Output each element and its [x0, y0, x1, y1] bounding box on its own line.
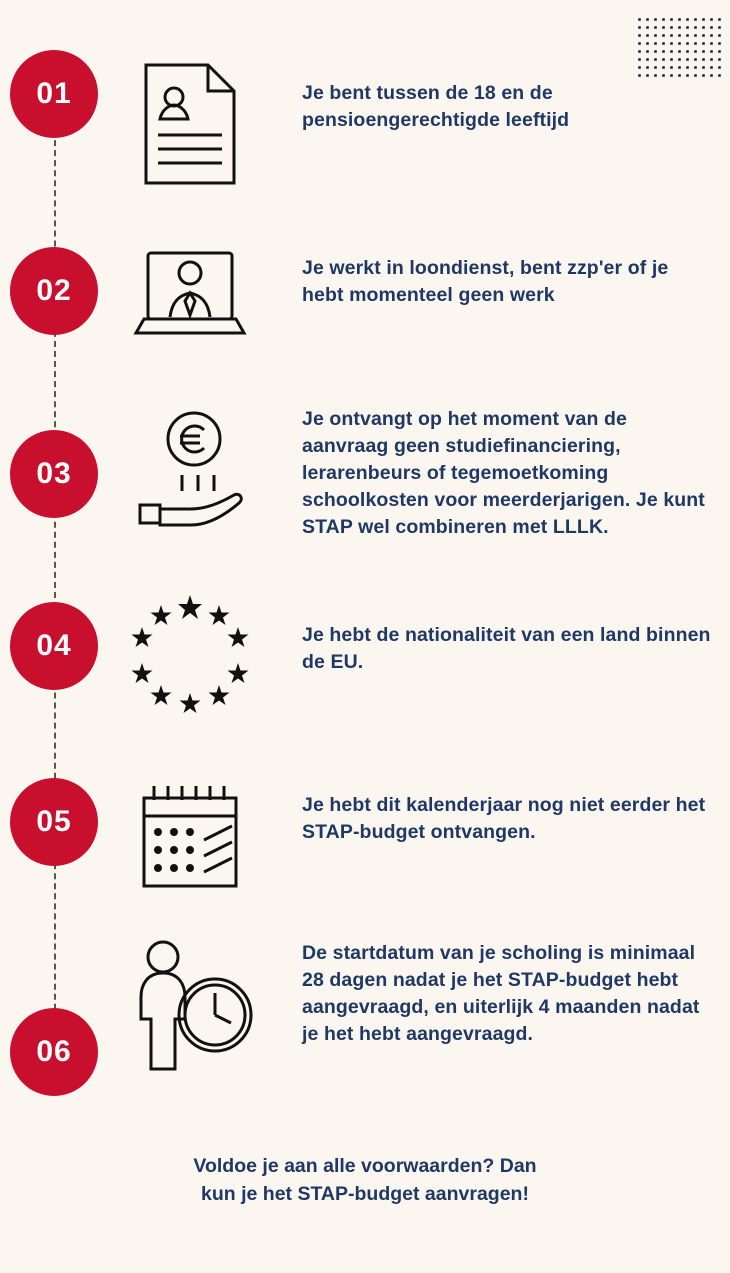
decorative-dot — [638, 18, 641, 21]
decorative-dot — [718, 26, 721, 29]
step-number-badge — [10, 430, 98, 518]
decorative-dot — [654, 18, 657, 21]
step-number-label: 05 — [36, 805, 72, 838]
decorative-dot — [686, 42, 689, 45]
decorative-dot — [662, 34, 665, 37]
step-icon — [120, 776, 260, 896]
step-number-label: 01 — [36, 77, 72, 110]
step-description: Je bent tussen de 18 en de pensioengerechtigde leeftijd — [302, 82, 570, 131]
step-description: Je werkt in loondienst, bent zzp'er of je hebt momenteel geen werk — [302, 257, 669, 306]
decorative-dot — [638, 42, 641, 45]
step-number-label: 03 — [36, 457, 72, 490]
decorative-dot — [694, 34, 697, 37]
step-item — [0, 930, 730, 1110]
decorative-dot — [702, 26, 705, 29]
step-item — [0, 245, 730, 405]
decorative-dot — [646, 34, 649, 37]
hand-euro-coin-icon — [132, 405, 248, 535]
decorative-dot — [686, 26, 689, 29]
decorative-dot — [702, 42, 705, 45]
decorative-dot — [646, 18, 649, 21]
step-number-badge — [10, 50, 98, 138]
decorative-dot — [662, 26, 665, 29]
decorative-dot — [678, 18, 681, 21]
decorative-dot — [710, 26, 713, 29]
footer-line-1: Voldoe je aan alle voorwaarden? Dan — [193, 1155, 537, 1177]
decorative-dot — [646, 26, 649, 29]
decorative-dot — [710, 42, 713, 45]
decorative-dot — [694, 26, 697, 29]
decorative-dot — [702, 18, 705, 21]
decorative-dot — [670, 26, 673, 29]
step-number-label: 06 — [36, 1035, 72, 1068]
step-description: Je ontvangt op het moment van de aanvraag geen studiefinanciering, lerarenbeurs of tegemoetkoming schoolkosten voor meerderjarigen. Je kunt STAP wel combineren met LLLK. — [302, 408, 705, 538]
step-number-badge — [10, 247, 98, 335]
step-item — [0, 770, 730, 930]
calendar-icon — [140, 782, 240, 890]
step-item — [0, 50, 730, 210]
decorative-dot — [686, 18, 689, 21]
document-person-icon — [142, 61, 238, 187]
step-icon — [120, 400, 260, 540]
step-number-label: 02 — [36, 274, 72, 307]
decorative-dot — [678, 34, 681, 37]
decorative-dot — [670, 34, 673, 37]
step-icon — [120, 245, 260, 355]
decorative-dot — [670, 18, 673, 21]
step-number-badge — [10, 602, 98, 690]
step-icon — [120, 590, 260, 720]
decorative-dot — [718, 34, 721, 37]
step-number-label: 04 — [36, 629, 72, 662]
decorative-dot — [710, 34, 713, 37]
decorative-dot — [702, 34, 705, 37]
decorative-dot — [638, 26, 641, 29]
decorative-dot — [710, 18, 713, 21]
decorative-dot — [654, 26, 657, 29]
step-item — [0, 590, 730, 750]
decorative-dot — [662, 42, 665, 45]
decorative-dot — [646, 42, 649, 45]
decorative-dot — [670, 42, 673, 45]
decorative-dot — [686, 34, 689, 37]
decorative-dot — [718, 18, 721, 21]
step-number-badge — [10, 778, 98, 866]
decorative-dot — [678, 42, 681, 45]
step-number-badge — [10, 1008, 98, 1096]
decorative-dot — [718, 42, 721, 45]
decorative-dot — [654, 34, 657, 37]
decorative-dot — [694, 18, 697, 21]
eu-stars-icon — [128, 593, 252, 717]
footer-line-2: kun je het STAP-budget aanvragen! — [201, 1183, 529, 1205]
decorative-dot — [662, 18, 665, 21]
decorative-dot — [694, 42, 697, 45]
person-clock-icon — [127, 935, 253, 1075]
step-description: Je hebt dit kalenderjaar nog niet eerder het STAP-budget ontvangen. — [302, 794, 706, 843]
step-icon — [120, 930, 260, 1080]
laptop-person-icon — [132, 247, 248, 353]
decorative-dot — [654, 42, 657, 45]
step-item — [0, 400, 730, 580]
step-description: Je hebt de nationaliteit van een land binnen de EU. — [302, 624, 711, 673]
decorative-dot — [678, 26, 681, 29]
decorative-dot — [638, 34, 641, 37]
step-icon — [120, 56, 260, 191]
footer-call-to-action — [0, 1152, 730, 1208]
step-description: De startdatum van je scholing is minimaal 28 dagen nadat je het STAP-budget hebt aangevraagd, en uiterlijk 4 maanden nadat je het hebt aangevraagd. — [302, 942, 700, 1045]
